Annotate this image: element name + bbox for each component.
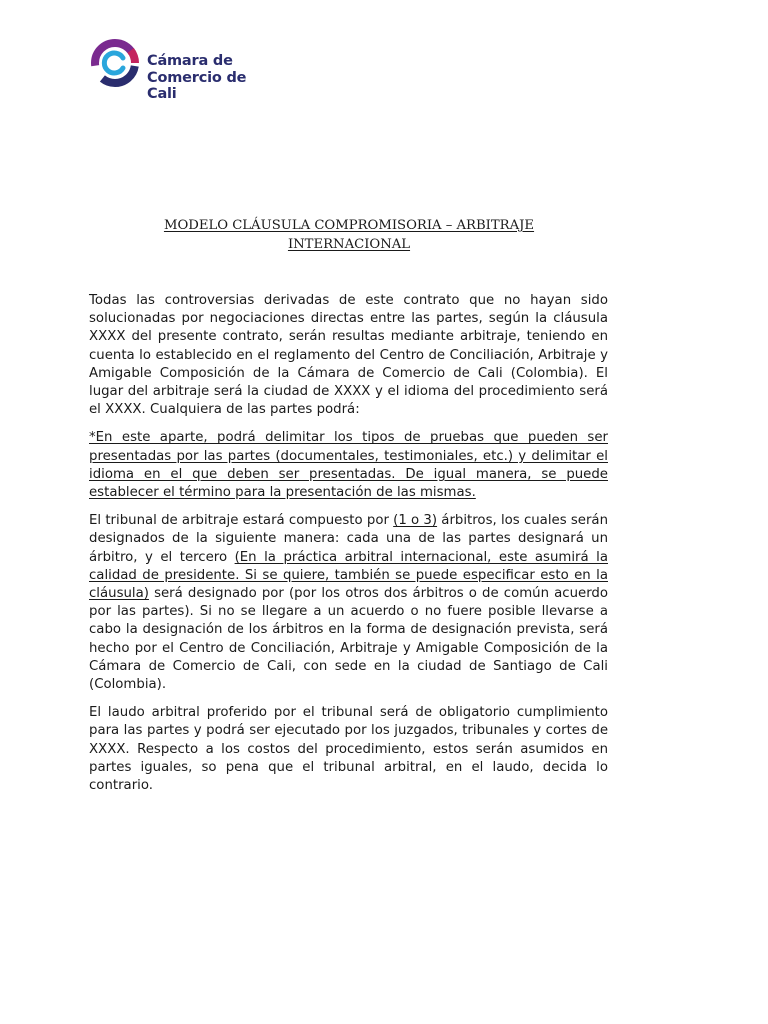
title-line-1: MODELO CLÁUSULA COMPROMISORIA – ARBITRAJE	[163, 218, 535, 233]
camara-comercio-cali-logo	[90, 38, 290, 104]
document-body	[89, 292, 608, 805]
tribunal-presidente-note: (En la práctica arbitral internacional, este asumirá la calidad de presidente. Si se quiere, también se puede especificar esto en la cláusula)	[89, 549, 608, 602]
title-line-2: INTERNACIONAL	[287, 237, 411, 252]
paragraph-controversias: Todas las controversias derivadas de este contrato que no hayan sido solucionadas por negociaciones directas entre las partes, según la cláusula XXXX del presente contrato, serán resultas mediante arbitraje, teniendo en cuenta lo establecido en el reglamento del Centro de Conciliación, Arbitraje y Amigable Composición de la Cámara de Comercio de Cali (Colombia). El lugar del arbitraje será la ciudad de XXXX y el idioma del procedimiento será el XXXX. Cualquiera de las partes podrá:	[89, 293, 608, 418]
tribunal-arbitros-count: (1 o 3)	[393, 513, 438, 529]
logo-wordmark	[147, 53, 246, 103]
tribunal-text-a: El tribunal de arbitraje estará compuesto por	[89, 513, 394, 529]
tribunal-text-c: árbitros, los cuales serán designados de la siguiente manera: cada una de las partes designará un árbitro, y el tercero	[89, 513, 609, 565]
paragraph-laudo: El laudo arbitral proferido por el tribunal será de obligatorio cumplimiento para las partes y podrá ser ejecutado por los juzgados, tribunales y cortes de XXXX. Respecto a los costos del procedimiento, estos serán asumidos en partes iguales, so pena que el tribunal arbitral, en el laudo, decida lo contrario.	[89, 705, 608, 794]
tribunal-text-e: será designado por (por los otros dos árbitros o de común acuerdo por las partes). Si no se llegare a un acuerdo o no fuere posible llevarse a cabo la designación de los árbitros en la forma de designación prevista, será hecho por el Centro de Conciliación, Arbitraje y Amigable Composición de la Cámara de Comercio de Cali, con sede en la ciudad de Santiago de Cali (Colombia).	[89, 586, 608, 693]
logo-line-3: Cali	[147, 86, 177, 102]
logo-line-2: Comercio de	[147, 69, 247, 86]
logo-ring-icon	[90, 38, 140, 88]
document-title	[90, 216, 608, 254]
paragraph-tribunal	[89, 512, 608, 694]
paragraph-pruebas-note: *En este aparte, podrá delimitar los tipos de pruebas que pueden ser presentadas por las partes (documentales, testimoniales, etc.) y delimitar el idioma en el que deben ser presentadas. De igual manera, se puede establecer el término para la presentación de las mismas.	[89, 430, 608, 501]
logo-line-1: Cámara de	[147, 53, 233, 69]
